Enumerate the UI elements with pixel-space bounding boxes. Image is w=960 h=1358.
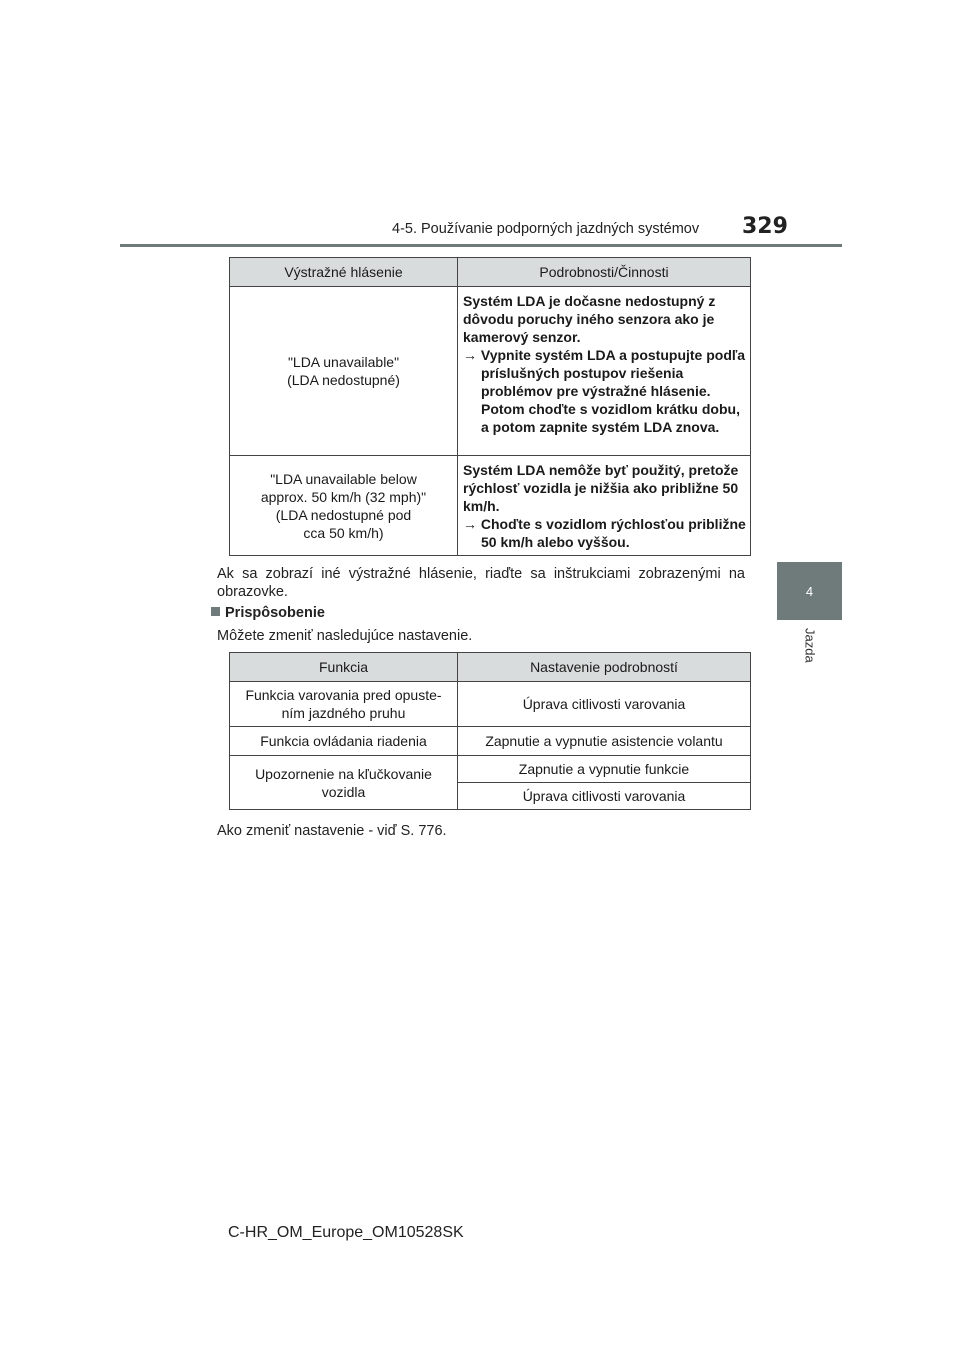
chapter-number: 4 [805, 583, 814, 599]
table-row [230, 456, 751, 556]
details-text: Systém LDA je dočasne nedostupný z dôvodu poruchy iného senzora ako je kamerový senzor. [463, 293, 716, 345]
action-text: → Vypnite systém LDA a postupujte podľa príslušných postupov riešenia problémov pre výstražné hlásenie. Potom choďte s vozidlom krátku dobu, a potom zapnite systém LDA znova. [463, 347, 746, 435]
table-header-row [230, 258, 751, 287]
warning-details [458, 456, 751, 556]
settings-table [229, 652, 751, 810]
action-text: → Choďte s vozidlom rýchlosťou približne 50 km/h alebo vyššou. [463, 516, 746, 550]
table-row [230, 727, 751, 756]
setting-cell: Zapnutie a vypnutie funkcie [458, 756, 751, 783]
section-title: 4-5. Používanie podporných jazdných systémov [392, 221, 700, 237]
column-header: Funkcia [230, 653, 458, 682]
customization-heading [211, 604, 325, 622]
chapter-label: Jazda [802, 628, 818, 663]
setting-cell: Úprava citlivosti varovania [458, 682, 751, 727]
warning-message: "LDA unavailable below approx. 50 km/h (32 mph)" (LDA nedostupné pod cca 50 km/h) [230, 456, 458, 556]
setting-cell: Zapnutie a vypnutie asistencie volantu [458, 727, 751, 756]
page-number: 329 [742, 214, 788, 239]
header-rule [120, 244, 842, 247]
function-cell: Funkcia ovládania riadenia [230, 727, 458, 756]
customization-intro: Môžete zmeniť nasledujúce nastavenie. [217, 628, 473, 644]
setting-cell: Úprava citlivosti varovania [458, 783, 751, 810]
table-row [230, 756, 751, 783]
table-header-row [230, 653, 751, 682]
function-cell: Upozornenie na kľučkovanie vozidla [230, 756, 458, 810]
column-header: Nastavenie podrobností [458, 653, 751, 682]
table-row [230, 287, 751, 456]
note-paragraph: Ak sa zobrazí iné výstražné hlásenie, riaďte sa inštrukciami zobrazenými na obrazovke. [217, 566, 745, 600]
details-text: Systém LDA nemôže byť použitý, pretože rýchlosť vozidla je nižšia ako približne 50 km/h. [463, 462, 739, 514]
customization-heading-text: Prispôsobenie [225, 605, 325, 621]
chapter-tab [777, 562, 842, 620]
warning-message-table [229, 257, 751, 556]
warning-details [458, 287, 751, 456]
column-header: Podrobnosti/Činnosti [458, 258, 751, 287]
warning-message: "LDA unavailable" (LDA nedostupné) [230, 287, 458, 456]
table-row [230, 682, 751, 727]
reference-paragraph: Ako zmeniť nastavenie - viď S. 776. [217, 823, 447, 839]
column-header: Výstražné hlásenie [230, 258, 458, 287]
square-bullet-icon [211, 607, 220, 616]
footer-document-code: C-HR_OM_Europe_OM10528SK [228, 1224, 464, 1241]
function-cell: Funkcia varovania pred opuste- ním jazdného pruhu [230, 682, 458, 727]
